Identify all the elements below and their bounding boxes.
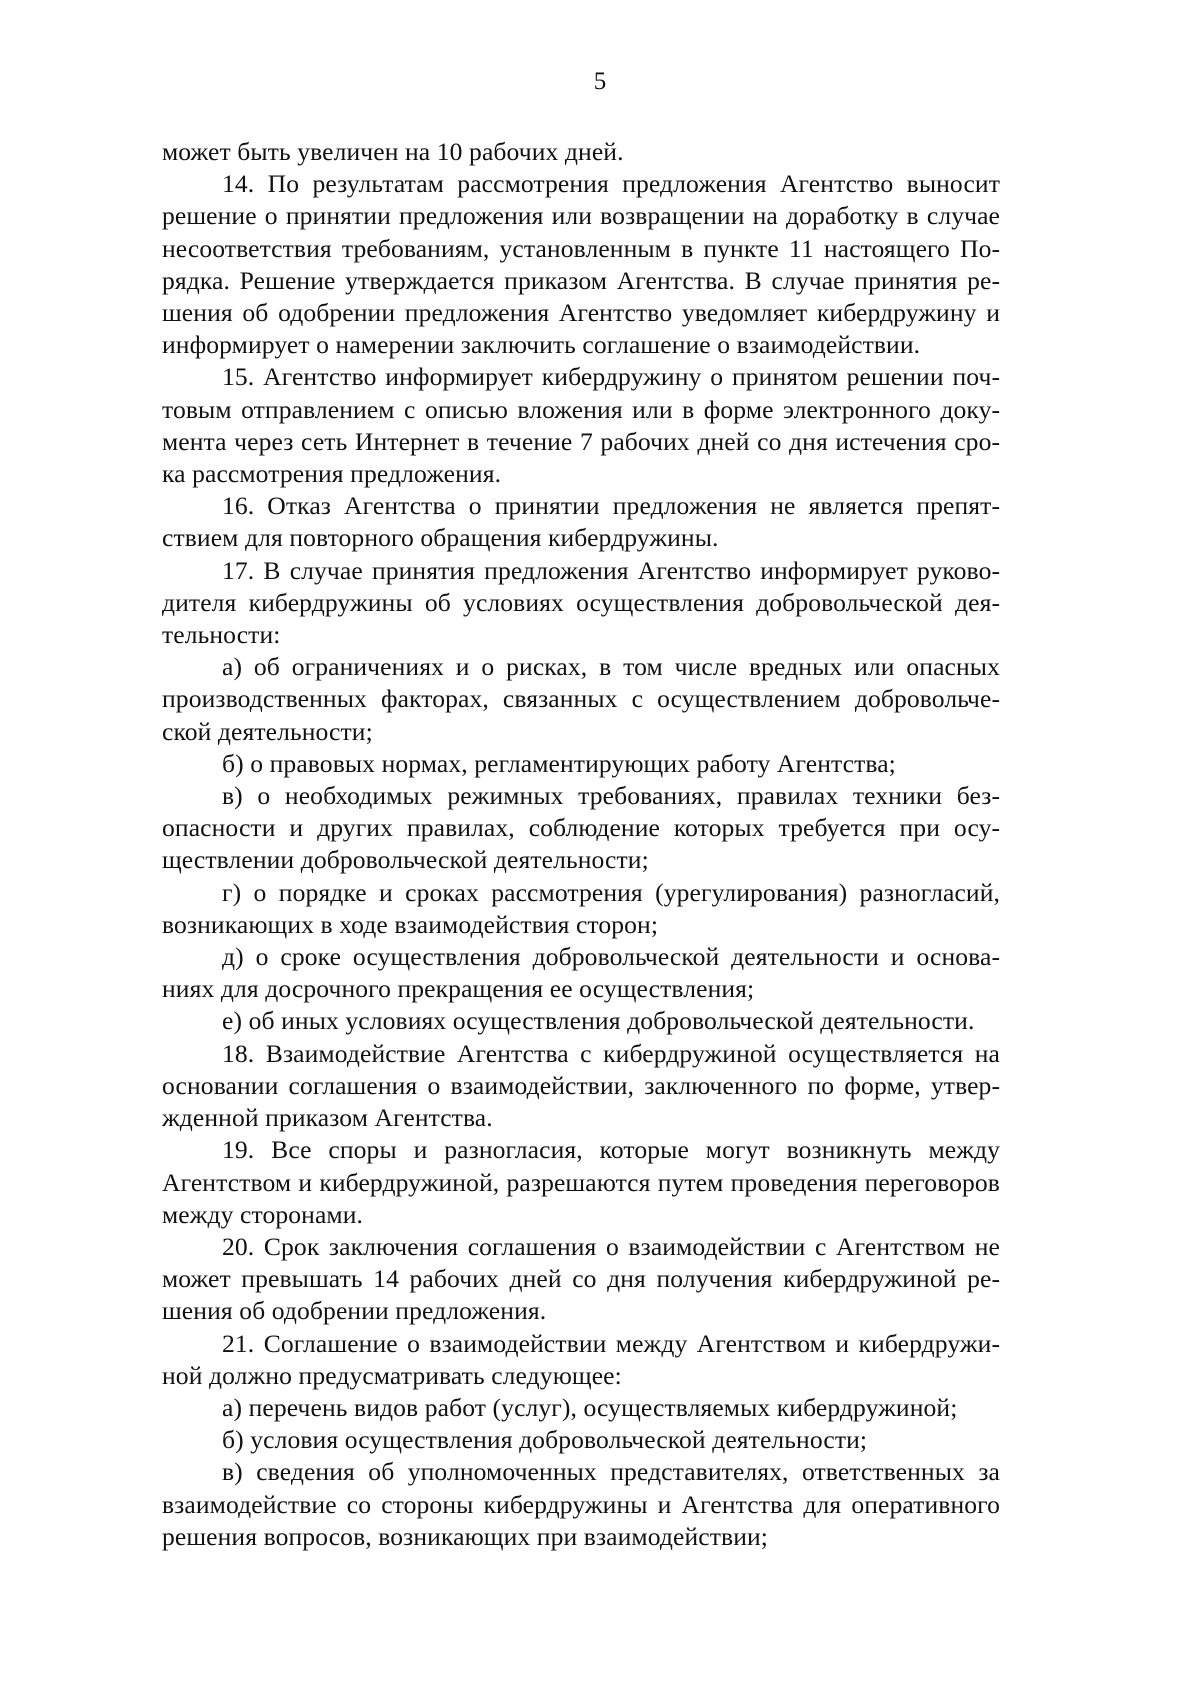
paragraph-item-20: 20. Срок заключения соглашения о взаимодействии с Агентством не может превышать 14 рабочих дней со дня получения кибердружиной решения об одобрении предложения. bbox=[162, 1231, 1000, 1326]
subitem-21-v: в) сведения об уполномоченных представителях, ответственных за взаимодействие со стороны кибердружины и Агентства для оперативного решения вопросов, возникающих при взаимодействии; bbox=[162, 1457, 1000, 1551]
subitem-17-g: г) о порядке и сроках рассмотрения (урегулирования) разногласий, возникающих в ходе взаимодействия сторон; bbox=[162, 877, 1000, 939]
paragraph-item-16: 16. Отказ Агентства о принятии предложения не является препятствием для повторного обращения кибердружины. bbox=[162, 491, 1000, 553]
document-body bbox=[162, 136, 1000, 1553]
subitem-17-b: б) о правовых нормах, регламентирующих работу Агентства; bbox=[222, 748, 896, 778]
paragraph-item-18: 18. Взаимодействие Агентства с кибердружиной осуществляется на основании соглашения о взаимодействии, заключенного по форме, утвержденной приказом Агентства. bbox=[162, 1038, 1000, 1133]
subitem-21-b: б) условия осуществления добровольческой деятельности; bbox=[222, 1425, 868, 1455]
paragraph-item-14: 14. По результатам рассмотрения предложения Агентство выносит решение о принятии предложения или возвращении на доработку в случае несоответствия требованиям, установленным в пункте 11 настоящего Порядка. Решение утверждается приказом Агентства. В случае принятия решения об одобрении предложения Агентство уведомляет кибердружину и информирует о намерении заключить соглашение о взаимодействии. bbox=[162, 169, 1000, 360]
paragraph-item-17: 17. В случае принятия предложения Агентство информирует руководителя кибердружины об условиях осуществления добровольческой деятельности: bbox=[162, 555, 1000, 650]
page-number: 5 bbox=[593, 68, 607, 95]
paragraph-item-21: 21. Соглашение о взаимодействии между Агентством и кибердружиной должно предусматривать следующее: bbox=[162, 1328, 1000, 1390]
subitem-21-a: а) перечень видов работ (услуг), осуществляемых кибердружиной; bbox=[222, 1392, 958, 1422]
paragraph-continuation: может быть увеличен на 10 рабочих дней. bbox=[162, 137, 624, 166]
subitem-17-e: е) об иных условиях осуществления добровольческой деятельности. bbox=[222, 1006, 975, 1036]
paragraph-item-15: 15. Агентство информирует кибердружину о принятом решении почтовым отправлением с описью вложения или в форме электронного документа через сеть Интернет в течение 7 рабочих дней со дня истечения срока рассмотрения предложения. bbox=[162, 362, 1000, 489]
subitem-17-a: а) об ограничениях и о рисках, в том числе вредных или опасных производственных факторах, связанных с осуществлением добровольческой деятельности; bbox=[162, 652, 1000, 746]
paragraph-item-19: 19. Все споры и разногласия, которые могут возникнуть между Агентством и кибердружиной, разрешаются путем проведения переговоров между сторонами. bbox=[162, 1135, 1000, 1229]
subitem-17-v: в) о необходимых режимных требованиях, правилах техники безопасности и других правилах, соблюдение которых требуется при осуществлении добровольческой деятельности; bbox=[162, 781, 1000, 875]
subitem-17-d: д) о сроке осуществления добровольческой деятельности и основаниях для досрочного прекращения ее осуществления; bbox=[162, 942, 1000, 1004]
